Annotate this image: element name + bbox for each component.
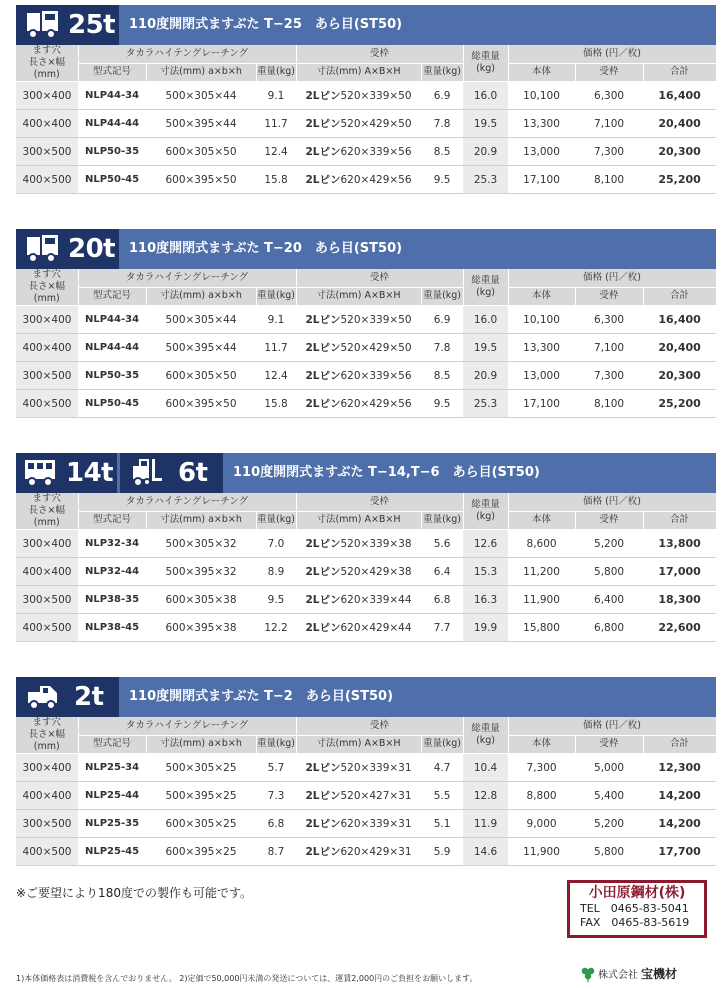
- dealer-fax: FAX 0465-83-5619: [580, 916, 690, 929]
- price-group-header: 価格 (円／枚): [508, 493, 716, 511]
- frame-dims-header: 寸法(mm) A×B×H: [296, 735, 421, 753]
- table-row: 400×500 NLP38-45 600×395×38 12.2 2Lピン620×429×44 7.7 19.9 15,800 6,800 22,600: [16, 614, 716, 642]
- capacity-badge: [120, 453, 223, 493]
- grating-group-header: タカラハイテングレーチング: [78, 717, 296, 735]
- pin-type-label: 2Lピン: [305, 622, 341, 634]
- price-frame-header: 受枠: [575, 63, 643, 81]
- pin-type-label: 2Lピン: [305, 342, 341, 354]
- capacity-label: 6t: [178, 458, 208, 488]
- table-row: 300×400 NLP25-34 500×305×25 5.7 2Lピン520×339×31 4.7 10.4 7,300 5,000 12,300: [16, 754, 716, 782]
- footnote: 1)本体価格表は消費税を含んでおりません。 2)定価で50,000円未満の発送については、運賃2,000円のご負担をお願いします。: [16, 974, 478, 983]
- section-header: [16, 5, 716, 45]
- table-row: 300×500 NLP50-35 600×305×50 12.4 2Lピン620×339×56 8.5 20.9 13,000 7,300 20,300: [16, 138, 716, 166]
- price-group-header: 価格 (円／枚): [508, 717, 716, 735]
- price-group-header: 価格 (円／枚): [508, 269, 716, 287]
- table-row: 300×500 NLP50-35 600×305×50 12.4 2Lピン620×339×56 8.5 20.9 13,000 7,300 20,300: [16, 362, 716, 390]
- grating-group-header: タカラハイテングレーチング: [78, 45, 296, 63]
- grating-dims-header: 寸法(mm) a×b×h: [146, 735, 256, 753]
- forklift-icon: [130, 458, 164, 488]
- price-body-header: 本体: [508, 735, 575, 753]
- capacity-label: 14t: [66, 458, 114, 488]
- frame-weight-header: 重量(kg): [421, 511, 463, 529]
- table-row: 300×400 NLP32-34 500×305×32 7.0 2Lピン520×339×38 5.6 12.6 8,600 5,200 13,800: [16, 530, 716, 558]
- capacity-label: 25t: [68, 10, 116, 40]
- table-row: 400×400 NLP32-44 500×395×32 8.9 2Lピン520×429×38 6.4 15.3 11,200 5,800 17,000: [16, 558, 716, 586]
- section-25t: [16, 5, 716, 194]
- table-row: 400×500 NLP50-45 600×395×50 15.8 2Lピン620×429×56 9.5 25.3 17,100 8,100 25,200: [16, 166, 716, 194]
- spec-table: [16, 717, 717, 866]
- truck-icon: [26, 682, 60, 712]
- pin-type-label: 2Lピン: [305, 118, 341, 130]
- price-total-header: 合計: [643, 63, 716, 81]
- frame-group-header: 受枠: [296, 269, 463, 287]
- section-header: [16, 453, 716, 493]
- price-total-header: 合計: [643, 735, 716, 753]
- brand-prefix: 株式会社: [598, 970, 638, 981]
- capacity-badge: [16, 5, 119, 45]
- grating-group-header: タカラハイテングレーチング: [78, 269, 296, 287]
- pin-type-label: 2Lピン: [305, 818, 341, 830]
- pin-type-label: 2Lピン: [305, 762, 341, 774]
- pin-type-label: 2Lピン: [305, 90, 341, 102]
- dealer-tel: TEL 0465-83-5041: [580, 902, 689, 915]
- size-col-header: ます穴 長さ×幅 (mm): [16, 717, 78, 754]
- size-col-header: ます穴 長さ×幅 (mm): [16, 269, 78, 306]
- section-title: 110度開閉式ますぶた T−14,T−6 あら目(ST50): [233, 465, 540, 480]
- custom-order-note: ※ご要望により180度での製作も可能です。: [16, 886, 253, 900]
- frame-group-header: 受枠: [296, 45, 463, 63]
- model-header: 型式記号: [78, 287, 146, 305]
- grating-dims-header: 寸法(mm) a×b×h: [146, 63, 256, 81]
- price-body-header: 本体: [508, 63, 575, 81]
- total-weight-header: 総重量 (kg): [463, 717, 508, 754]
- grating-weight-header: 重量(kg): [256, 287, 296, 305]
- section-title: 110度開閉式ますぶた T−2 あら目(ST50): [129, 689, 394, 704]
- pin-type-label: 2Lピン: [305, 846, 341, 858]
- frame-weight-header: 重量(kg): [421, 63, 463, 81]
- grating-weight-header: 重量(kg): [256, 63, 296, 81]
- table-row: 400×500 NLP25-45 600×395×25 8.7 2Lピン620×429×31 5.9 14.6 11,900 5,800 17,700: [16, 838, 716, 866]
- pin-type-label: 2Lピン: [305, 314, 341, 326]
- table-row: 400×400 NLP44-44 500×395×44 11.7 2Lピン520×429×50 7.8 19.5 13,300 7,100 20,400: [16, 334, 716, 362]
- frame-weight-header: 重量(kg): [421, 287, 463, 305]
- capacity-label: 2t: [74, 682, 104, 712]
- model-header: 型式記号: [78, 735, 146, 753]
- table-row: 400×400 NLP44-44 500×395×44 11.7 2Lピン520×429×50 7.8 19.5 13,300 7,100 20,400: [16, 110, 716, 138]
- frame-dims-header: 寸法(mm) A×B×H: [296, 63, 421, 81]
- frame-group-header: 受枠: [296, 493, 463, 511]
- total-weight-header: 総重量 (kg): [463, 45, 508, 82]
- truck-icon: [24, 458, 58, 488]
- price-total-header: 合計: [643, 287, 716, 305]
- brand-name: 宝機材: [641, 967, 678, 981]
- frame-group-header: 受枠: [296, 717, 463, 735]
- truck-icon: [26, 234, 60, 264]
- grating-weight-header: 重量(kg): [256, 735, 296, 753]
- grating-dims-header: 寸法(mm) a×b×h: [146, 287, 256, 305]
- spec-table: [16, 493, 717, 642]
- clover-icon: [580, 966, 596, 982]
- price-frame-header: 受枠: [575, 511, 643, 529]
- table-row: 300×500 NLP25-35 600×305×25 6.8 2Lピン620×339×31 5.1 11.9 9,000 5,200 14,200: [16, 810, 716, 838]
- section-2t: [16, 677, 716, 866]
- pin-type-label: 2Lピン: [305, 790, 341, 802]
- frame-dims-header: 寸法(mm) A×B×H: [296, 511, 421, 529]
- capacity-badge: [16, 229, 119, 269]
- grating-dims-header: 寸法(mm) a×b×h: [146, 511, 256, 529]
- section-20t: [16, 229, 716, 418]
- size-col-header: ます穴 長さ×幅 (mm): [16, 493, 78, 530]
- section-title: 110度開閉式ますぶた T−25 あら目(ST50): [129, 17, 403, 32]
- pin-type-label: 2Lピン: [305, 370, 341, 382]
- spec-table: [16, 45, 717, 194]
- spec-table: [16, 269, 717, 418]
- price-group-header: 価格 (円／枚): [508, 45, 716, 63]
- capacity-badge: [16, 677, 119, 717]
- size-col-header: ます穴 長さ×幅 (mm): [16, 45, 78, 82]
- table-row: 400×400 NLP25-44 500×395×25 7.3 2Lピン520×427×31 5.5 12.8 8,800 5,400 14,200: [16, 782, 716, 810]
- price-frame-header: 受枠: [575, 735, 643, 753]
- dealer-stamp: [567, 880, 707, 938]
- price-body-header: 本体: [508, 287, 575, 305]
- frame-weight-header: 重量(kg): [421, 735, 463, 753]
- pin-type-label: 2Lピン: [305, 398, 341, 410]
- table-row: 300×500 NLP38-35 600×305×38 9.5 2Lピン620×339×44 6.8 16.3 11,900 6,400 18,300: [16, 586, 716, 614]
- pin-type-label: 2Lピン: [305, 594, 341, 606]
- table-row: 300×400 NLP44-34 500×305×44 9.1 2Lピン520×339×50 6.9 16.0 10,100 6,300 16,400: [16, 82, 716, 110]
- price-body-header: 本体: [508, 511, 575, 529]
- price-frame-header: 受枠: [575, 287, 643, 305]
- pin-type-label: 2Lピン: [305, 146, 341, 158]
- model-header: 型式記号: [78, 511, 146, 529]
- frame-dims-header: 寸法(mm) A×B×H: [296, 287, 421, 305]
- grating-group-header: タカラハイテングレーチング: [78, 493, 296, 511]
- total-weight-header: 総重量 (kg): [463, 269, 508, 306]
- section-header: [16, 229, 716, 269]
- section-header: [16, 677, 716, 717]
- dealer-name: 小田原鋼材(株): [588, 885, 686, 901]
- pin-type-label: 2Lピン: [305, 174, 341, 186]
- total-weight-header: 総重量 (kg): [463, 493, 508, 530]
- grating-weight-header: 重量(kg): [256, 511, 296, 529]
- model-header: 型式記号: [78, 63, 146, 81]
- pin-type-label: 2Lピン: [305, 538, 341, 550]
- pin-type-label: 2Lピン: [305, 566, 341, 578]
- truck-icon: [26, 10, 60, 40]
- price-total-header: 合計: [643, 511, 716, 529]
- table-row: 400×500 NLP50-45 600×395×50 15.8 2Lピン620×429×56 9.5 25.3 17,100 8,100 25,200: [16, 390, 716, 418]
- section-title: 110度開閉式ますぶた T−20 あら目(ST50): [129, 241, 403, 256]
- section-14t-6t: [16, 453, 716, 642]
- table-row: 300×400 NLP44-34 500×305×44 9.1 2Lピン520×339×50 6.9 16.0 10,100 6,300 16,400: [16, 306, 716, 334]
- capacity-badge: [16, 453, 117, 493]
- capacity-label: 20t: [68, 234, 116, 264]
- brand-logo: [580, 965, 677, 982]
